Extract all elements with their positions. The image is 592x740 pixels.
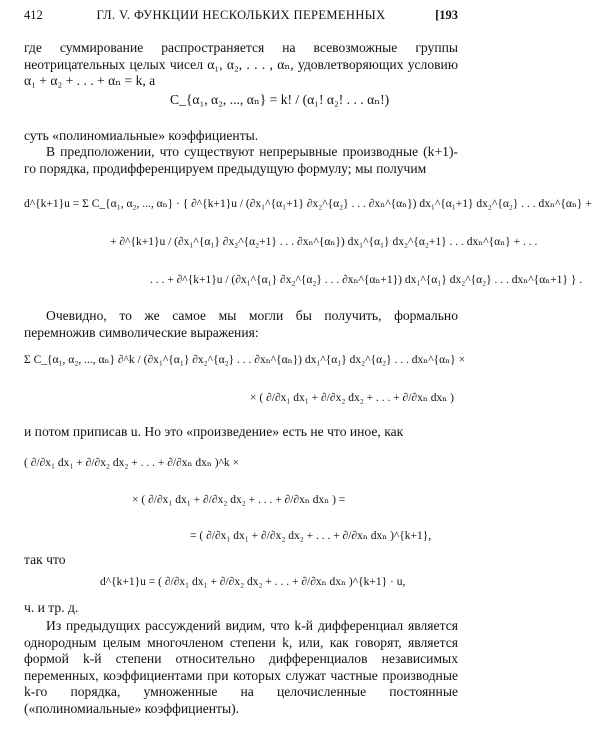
formula-1-text: C_{α₁, α₂, ..., αₙ} = k! / (α₁! α₂! . . . αₙ!): [170, 92, 390, 107]
paragraph-2: суть «полиномиальные» коэффициенты.: [24, 128, 259, 143]
formula-5: d^{k+1}u = ( ∂/∂x₁ dx₁ + ∂/∂x₂ dx₂ + . . . + ∂/∂xₙ dxₙ )^{k+1} · u,: [100, 576, 406, 588]
paragraph-6: так что: [24, 552, 66, 567]
page-number: 412: [24, 8, 43, 22]
section-number: [193: [435, 8, 458, 22]
formula-4-line-2: × ( ∂/∂x₁ dx₁ + ∂/∂x₂ dx₂ + . . . + ∂/∂xₙ dxₙ ) =: [132, 494, 346, 506]
formula-4-line-1: ( ∂/∂x₁ dx₁ + ∂/∂x₂ dx₂ + . . . + ∂/∂xₙ dxₙ )^k ×: [24, 457, 240, 469]
paragraph-5: и потом приписав u. Но это «произведение» есть не что иное, как: [24, 424, 404, 439]
formula-2-line-3: . . . + ∂^{k+1}u / (∂x₁^{α₁} ∂x₂^{α₂} . . . ∂xₙ^{αₙ+1}) dx₁^{α₁} dx₂^{α₂} . . . dxₙ^{αₙ+1} } .: [150, 274, 583, 286]
formula-4-line-3: = ( ∂/∂x₁ dx₁ + ∂/∂x₂ dx₂ + . . . + ∂/∂xₙ dxₙ )^{k+1},: [190, 530, 432, 542]
formula-2-line-2: + ∂^{k+1}u / (∂x₁^{α₁} ∂x₂^{α₂+1} . . . ∂xₙ^{αₙ}) dx₁^{α₁} dx₂^{α₂+1} . . . dxₙ^{αₙ} + . . .: [110, 236, 538, 248]
formula-multinomial-coefficient: [170, 92, 389, 108]
paragraph-8: Из предыдущих рассуждений видим, что k-й дифференциал является однородным целым многочленом степени k, или, как говорят, является формой k-й степени относительно дифференциалов независимых переменных, коэффициентами при которых служат частные производные k-го порядка, умноженные на целочисленные постоянные («полиномиальные» коэффициенты).: [24, 618, 458, 716]
paragraph-3: В предположении, что существуют непрерывные производные (k+1)-го порядка, продифференцируем предыдущую формулу; мы получим: [24, 144, 458, 176]
formula-3-line-2: × ( ∂/∂x₁ dx₁ + ∂/∂x₂ dx₂ + . . . + ∂/∂xₙ dxₙ ): [250, 392, 454, 404]
paragraph-4: Очевидно, то же самое мы могли бы получить, формально перемножив символические выражения:: [24, 308, 458, 340]
formula-3-line-1: Σ C_{α₁, α₂, ..., αₙ} ∂^k / (∂x₁^{α₁} ∂x₂^{α₂} . . . ∂xₙ^{αₙ}) dx₁^{α₁} dx₂^{α₂} . . . dxₙ^{αₙ} ×: [24, 354, 466, 366]
formula-2-line-1: d^{k+1}u = Σ C_{α₁, α₂, ..., αₙ} · { ∂^{k+1}u / (∂x₁^{α₁+1} ∂x₂^{α₂} . . . ∂xₙ^{αₙ}) dx₁^{α₁+1} dx₂^{α₂} . . . dxₙ^{αₙ} +: [24, 198, 592, 210]
paragraph-1: где суммирование распространяется на всевозможные группы неотрицательных целых чисел α₁, α₂, . . . , αₙ, удовлетворяющих условию α₁ + α₂ + . . . + αₙ = k, а: [24, 40, 458, 88]
chapter-title: ГЛ. V. ФУНКЦИИ НЕСКОЛЬКИХ ПЕРЕМЕННЫХ: [96, 8, 386, 22]
paragraph-7: ч. и тр. д.: [24, 600, 79, 615]
